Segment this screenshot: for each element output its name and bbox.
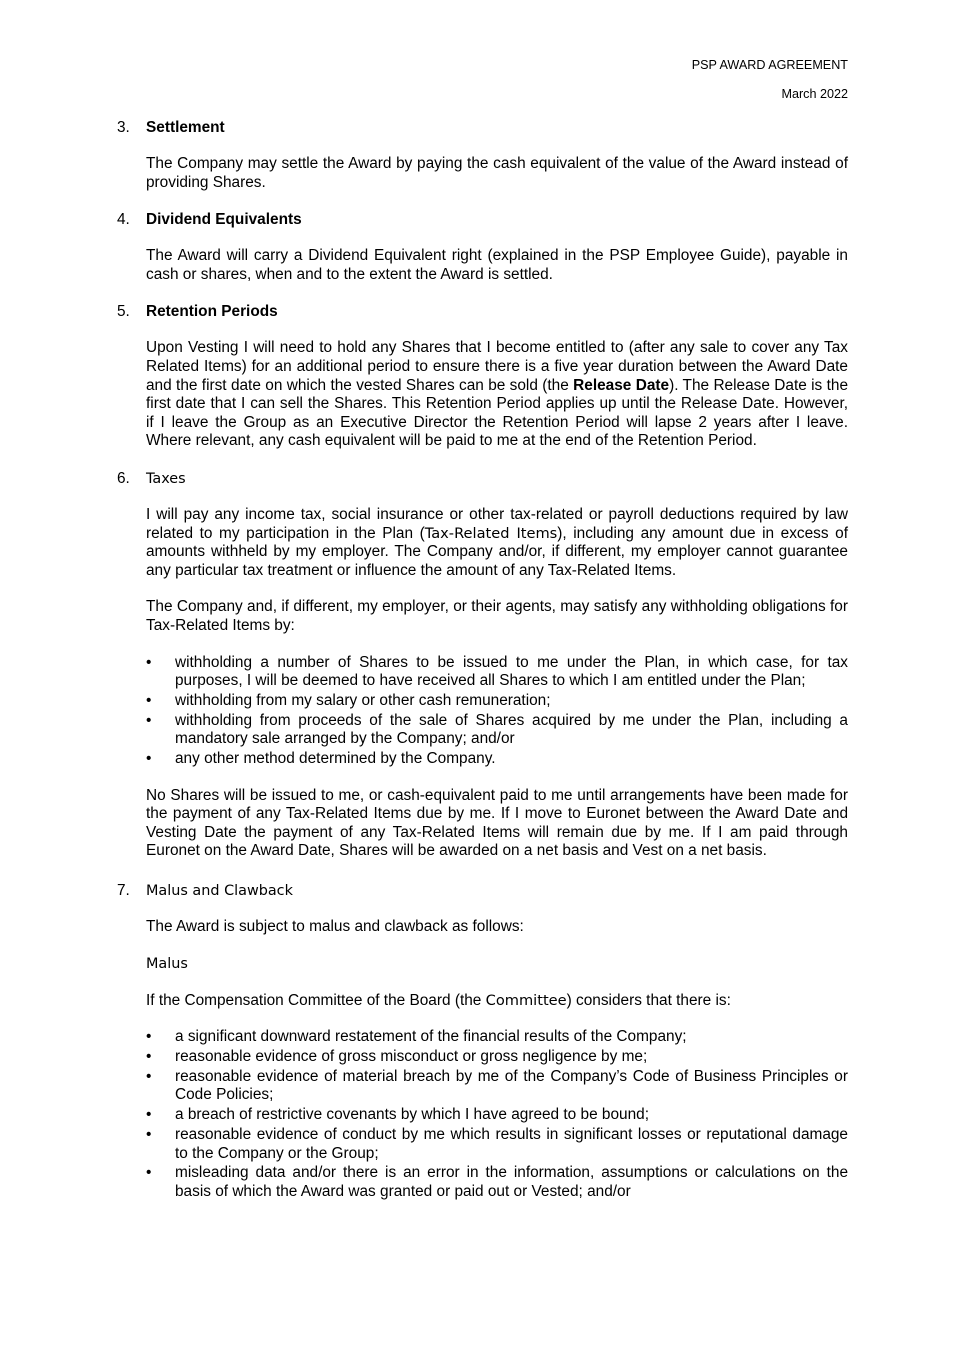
list-item: • withholding a number of Shares to be issued to me under the Plan, in which case, for tax purposes, I will be deemed to have received all Shares to which I am entitled under the Plan;: [146, 654, 848, 691]
list-item: • a breach of restrictive covenants by which I have agreed to be bound;: [146, 1106, 848, 1125]
paragraph: If the Compensation Committee of the Board (the Committee) considers that there is:: [146, 991, 731, 1009]
section-number: 6.: [117, 469, 130, 487]
section-number: 4.: [117, 211, 130, 229]
defined-term: Committee: [485, 991, 567, 1009]
section-title: Settlement: [146, 119, 225, 136]
defined-term: Tax-Related Items: [424, 524, 558, 542]
section-title: Dividend Equivalents: [146, 211, 302, 229]
section-title: Taxes: [146, 470, 186, 487]
section-malus-and-clawback: [117, 881, 848, 1201]
list-item: • reasonable evidence of gross misconduct or gross negligence by me;: [146, 1048, 848, 1067]
document-header-date: March 2022: [781, 87, 848, 101]
list-item: • withholding from proceeds of the sale of Shares acquired by me under the Plan, including a mandatory sale arranged by the Company; and/or: [146, 712, 848, 749]
section-title: Malus and Clawback: [146, 883, 293, 899]
defined-term: Release Date: [573, 376, 670, 394]
list-item: • reasonable evidence of conduct by me which results in significant losses or reputational damage to the Company or the Group;: [146, 1126, 848, 1163]
section-retention-periods: [117, 302, 848, 451]
paragraph: The Award will carry a Dividend Equivalent right (explained in the PSP Employee Guide), payable in cash or shares, when and to the extent the Award is settled.: [146, 247, 848, 283]
list-item: • reasonable evidence of material breach by me of the Company’s Code of Business Principles or Code Policies;: [146, 1068, 848, 1105]
section-title: Retention Periods: [146, 303, 278, 321]
section-number: 7.: [117, 882, 130, 899]
list-item: • misleading data and/or there is an error in the information, assumptions or calculations on the basis of which the Award was granted or paid out or Vested; and/or: [146, 1164, 848, 1201]
section-number: 3.: [117, 119, 130, 136]
paragraph: I will pay any income tax, social insurance or other tax-related or payroll deductions required by law related to my participation in the Plan (Tax-Related Items), including any amount due in excess of amounts withheld by my employer. The Company and/or, if different, my employer cannot guarantee any particular tax treatment or influence the amount of any Tax-Related Items.: [146, 505, 848, 579]
document-header-title: PSP AWARD AGREEMENT: [691, 58, 848, 72]
section-number: 5.: [117, 303, 130, 321]
paragraph: The Award is subject to malus and clawback as follows:: [146, 918, 524, 935]
paragraph: No Shares will be issued to me, or cash-equivalent paid to me until arrangements have been made for the payment of any Tax-Related Items due by me. If I move to Euronet between the Award Date and Vesting Date the payment of any Tax-Related Items will remain due by me. If I am paid through Euronet on the Award Date, Shares will be awarded on a net basis and Vest on a net basis.: [146, 786, 848, 860]
section-taxes: [117, 469, 848, 861]
list-item: • any other method determined by the Company.: [146, 750, 848, 769]
document-body: [117, 118, 848, 1219]
list-item: • withholding from my salary or other cash remuneration;: [146, 692, 848, 711]
section-dividend-equivalents: [117, 210, 848, 284]
paragraph: The Company may settle the Award by paying the cash equivalent of the value of the Award instead of providing Shares.: [146, 155, 848, 191]
list-item: • a significant downward restatement of the financial results of the Company;: [146, 1028, 848, 1047]
bullet-list: [146, 1028, 848, 1201]
paragraph: Upon Vesting I will need to hold any Shares that I become entitled to (after any sale to cover any Tax Related Items) for an additional period to ensure there is a five year duration between the Award Date and the first date on which the vested Shares can be sold (the Release Date). The Release Date is the first date that I can sell the Shares. This Retention Period applies up until the Release Date. However, if I leave the Group as an Executive Director the Retention Period will lapse 2 years after I leave. Where relevant, any cash equivalent will be paid to me at the end of the Retention Period.: [146, 339, 849, 450]
paragraph: The Company and, if different, my employer, or their agents, may satisfy any withholding obligations for Tax-Related Items by:: [146, 598, 848, 634]
subsection-title: Malus: [146, 955, 188, 972]
section-settlement: [117, 118, 848, 192]
bullet-list: [146, 654, 848, 769]
